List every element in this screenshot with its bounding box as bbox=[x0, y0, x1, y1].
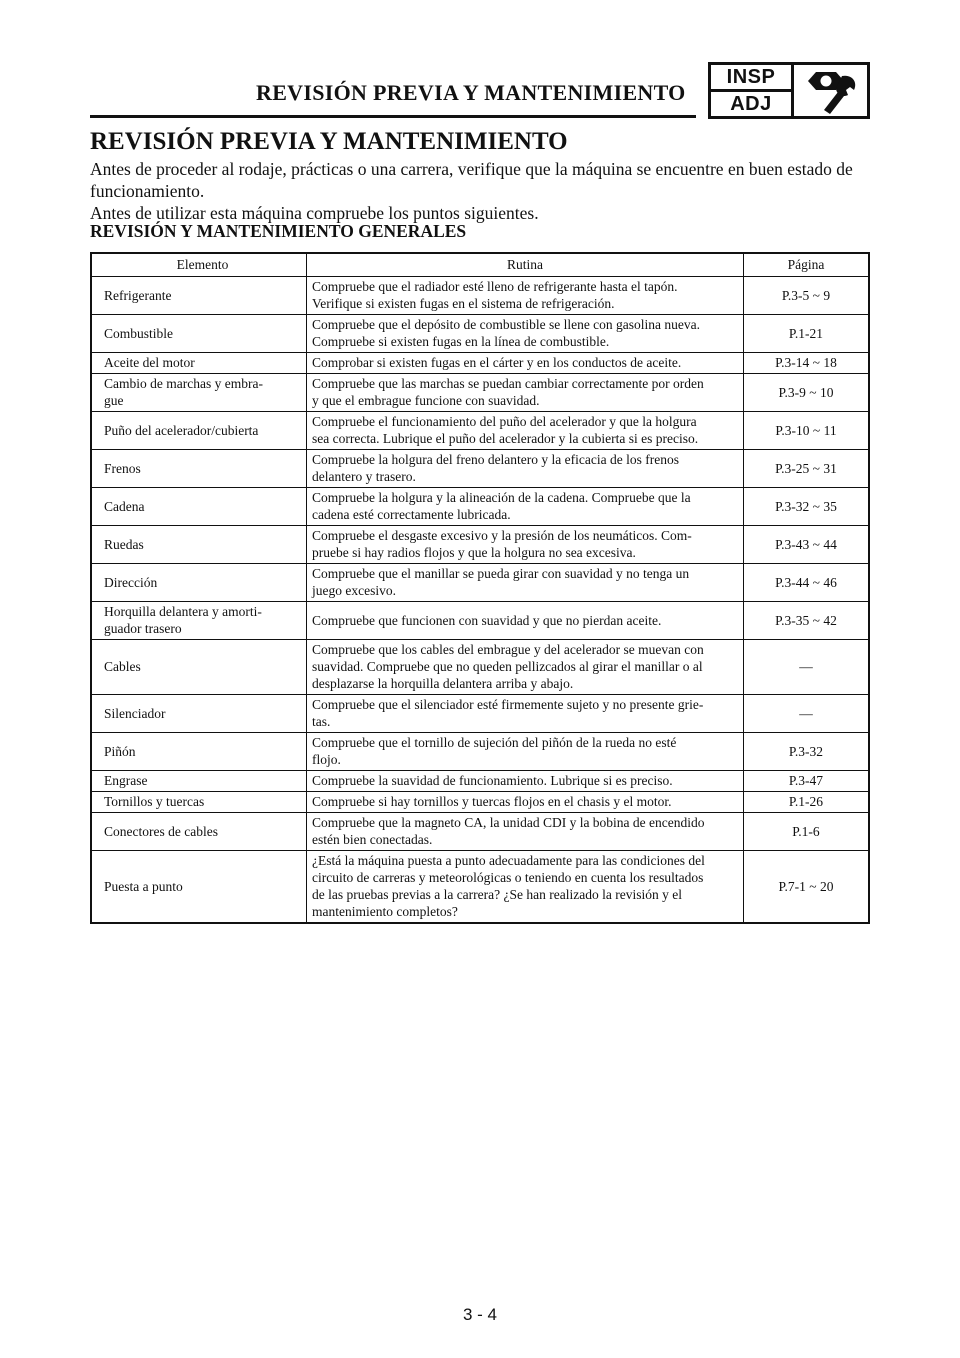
row-routine-cell: Compruebe la holgura y la alineación de la cadena. Compruebe que la cadena esté correctamente lubricada. bbox=[307, 488, 744, 526]
row-page-cell: P.1-21 bbox=[744, 315, 870, 353]
badge-adj-label: ADJ bbox=[730, 93, 772, 115]
row-item-cell: Horquilla delantera y amorti- guador trasero bbox=[91, 602, 307, 640]
row-routine-cell: Compruebe que el depósito de combustible se llene con gasolina nueva. Compruebe si existen fugas en la línea de combustible. bbox=[307, 315, 744, 353]
row-routine-cell: Compruebe la holgura del freno delantero y la eficacia de los frenos delantero y trasero. bbox=[307, 450, 744, 488]
table-row bbox=[91, 602, 869, 640]
row-routine-cell: Compruebe la suavidad de funcionamiento. Lubrique si es preciso. bbox=[307, 771, 744, 792]
badge-insp-label: INSP bbox=[711, 65, 791, 92]
row-page-cell: P.3-14 ~ 18 bbox=[744, 353, 870, 374]
row-item-cell: Refrigerante bbox=[91, 277, 307, 315]
table-row bbox=[91, 450, 869, 488]
row-routine-cell: Compruebe el desgaste excesivo y la presión de los neumáticos. Com- pruebe si hay radios flojos y que la holgura no sea excesiva. bbox=[307, 526, 744, 564]
wrench-icon bbox=[794, 65, 867, 116]
row-page-cell: P.3-10 ~ 11 bbox=[744, 412, 870, 450]
row-routine-cell: ¿Está la máquina puesta a punto adecuadamente para las condiciones del circuito de carreras y meteorológicas o teniendo en cuenta los resultados de las pruebas previas a la carrera? ¿Se han realizado la revisión y el mantenimiento completos? bbox=[307, 851, 744, 924]
table-row bbox=[91, 813, 869, 851]
intro-paragraph-2: Antes de utilizar esta máquina compruebe los puntos siguientes. bbox=[90, 203, 539, 223]
row-page-cell: P.1-6 bbox=[744, 813, 870, 851]
row-page-cell: P.3-44 ~ 46 bbox=[744, 564, 870, 602]
row-page-cell: P.3-25 ~ 31 bbox=[744, 450, 870, 488]
table-row bbox=[91, 564, 869, 602]
inspection-adjustment-badge bbox=[708, 62, 870, 119]
row-routine-cell: Compruebe que funcionen con suavidad y que no pierdan aceite. bbox=[307, 602, 744, 640]
table-row bbox=[91, 792, 869, 813]
column-header-rutina: Rutina bbox=[307, 253, 744, 277]
row-routine-cell: Compruebe si hay tornillos y tuercas flojos en el chasis y el motor. bbox=[307, 792, 744, 813]
row-routine-cell: Compruebe que el tornillo de sujeción del piñón de la rueda no esté flojo. bbox=[307, 733, 744, 771]
row-item-cell: Frenos bbox=[91, 450, 307, 488]
running-header-title: REVISIÓN PREVIA Y MANTENIMIENTO bbox=[256, 80, 686, 105]
table-row bbox=[91, 315, 869, 353]
row-page-cell: P.3-5 ~ 9 bbox=[744, 277, 870, 315]
row-routine-cell: Compruebe el funcionamiento del puño del acelerador y que la holgura sea correcta. Lubrique el puño del acelerador y la cubierta si es preciso. bbox=[307, 412, 744, 450]
table-row bbox=[91, 771, 869, 792]
intro-paragraph-1: Antes de proceder al rodaje, prácticas o una carrera, verifique que la máquina se encuentre en buen estado de funcionamiento. bbox=[90, 159, 853, 201]
row-item-cell: Cadena bbox=[91, 488, 307, 526]
badge-label-block bbox=[711, 65, 794, 116]
row-page-cell: P.3-43 ~ 44 bbox=[744, 526, 870, 564]
column-header-pagina: Página bbox=[744, 253, 870, 277]
section-title: REVISIÓN PREVIA Y MANTENIMIENTO bbox=[90, 128, 568, 155]
table-row bbox=[91, 374, 869, 412]
row-item-cell: Cables bbox=[91, 640, 307, 695]
table-header-row bbox=[91, 253, 869, 277]
row-routine-cell: Compruebe que el manillar se pueda girar con suavidad y no tenga un juego excesivo. bbox=[307, 564, 744, 602]
row-page-cell: — bbox=[744, 695, 870, 733]
row-item-cell: Aceite del motor bbox=[91, 353, 307, 374]
row-item-cell: Puño del acelerador/cubierta bbox=[91, 412, 307, 450]
row-page-cell: P.3-9 ~ 10 bbox=[744, 374, 870, 412]
column-header-elemento: Elemento bbox=[91, 253, 307, 277]
table-body bbox=[91, 277, 869, 924]
row-item-cell: Ruedas bbox=[91, 526, 307, 564]
row-routine-cell: Compruebe que la magneto CA, la unidad CDI y la bobina de encendido estén bien conectadas. bbox=[307, 813, 744, 851]
row-item-cell: Dirección bbox=[91, 564, 307, 602]
row-page-cell: P.3-32 ~ 35 bbox=[744, 488, 870, 526]
header-rule bbox=[90, 115, 696, 118]
table-row bbox=[91, 851, 869, 924]
row-page-cell: — bbox=[744, 640, 870, 695]
row-routine-cell: Compruebe que el radiador esté lleno de refrigerante hasta el tapón. Verifique si existen fugas en el sistema de refrigeración. bbox=[307, 277, 744, 315]
maintenance-table bbox=[90, 252, 870, 924]
row-item-cell: Tornillos y tuercas bbox=[91, 792, 307, 813]
row-item-cell: Conectores de cables bbox=[91, 813, 307, 851]
table-row bbox=[91, 488, 869, 526]
row-page-cell: P.3-35 ~ 42 bbox=[744, 602, 870, 640]
row-page-cell: P.3-32 bbox=[744, 733, 870, 771]
page-number: 3 - 4 bbox=[462, 1305, 498, 1324]
table-row bbox=[91, 277, 869, 315]
row-routine-cell: Compruebe que los cables del embrague y del acelerador se muevan con suavidad. Compruebe que no queden pellizcados al girar el manillar o al desplazarse la horquilla delantera arriba y abajo. bbox=[307, 640, 744, 695]
table-row bbox=[91, 695, 869, 733]
table-row bbox=[91, 526, 869, 564]
row-page-cell: P.3-47 bbox=[744, 771, 870, 792]
table-row bbox=[91, 733, 869, 771]
row-item-cell: Combustible bbox=[91, 315, 307, 353]
row-item-cell: Piñón bbox=[91, 733, 307, 771]
row-routine-cell: Comprobar si existen fugas en el cárter y en los conductos de aceite. bbox=[307, 353, 744, 374]
row-item-cell: Puesta a punto bbox=[91, 851, 307, 924]
table-row bbox=[91, 412, 869, 450]
table-row bbox=[91, 353, 869, 374]
table-section-subtitle: REVISIÓN Y MANTENIMIENTO GENERALES bbox=[90, 221, 467, 241]
row-item-cell: Cambio de marchas y embra- gue bbox=[91, 374, 307, 412]
row-item-cell: Silenciador bbox=[91, 695, 307, 733]
table-row bbox=[91, 640, 869, 695]
row-page-cell: P.7-1 ~ 20 bbox=[744, 851, 870, 924]
row-routine-cell: Compruebe que las marchas se puedan cambiar correctamente por orden y que el embrague funcione con suavidad. bbox=[307, 374, 744, 412]
row-routine-cell: Compruebe que el silenciador esté firmemente sujeto y no presente grie- tas. bbox=[307, 695, 744, 733]
row-item-cell: Engrase bbox=[91, 771, 307, 792]
row-page-cell: P.1-26 bbox=[744, 792, 870, 813]
intro-text bbox=[90, 158, 870, 224]
